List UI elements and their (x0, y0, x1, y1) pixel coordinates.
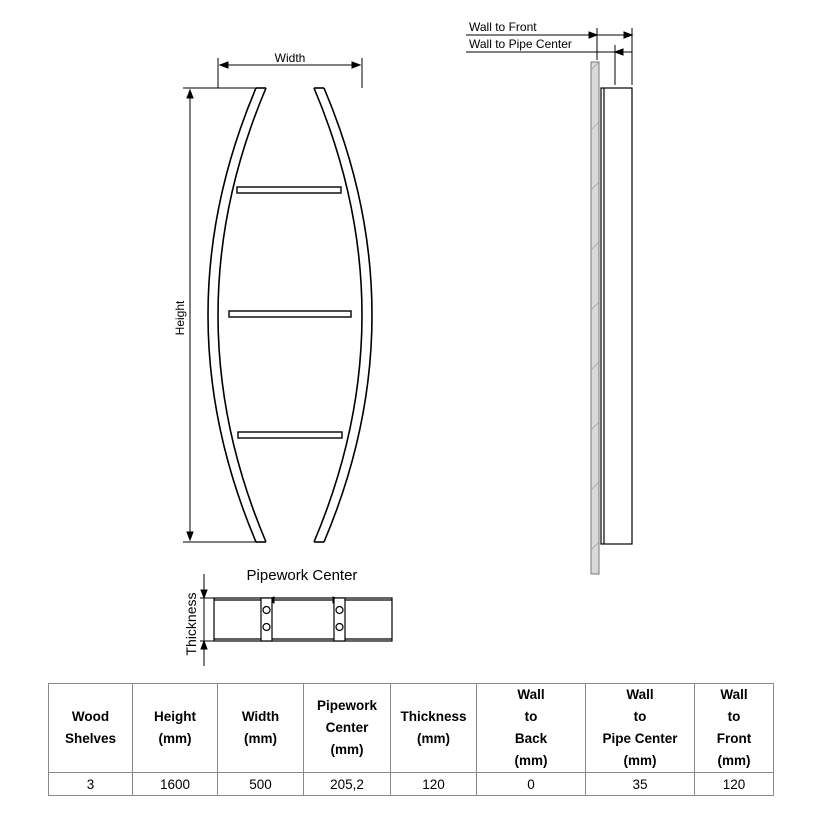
header-wall-to-back: Wall to Back (mm) (477, 684, 586, 773)
shelf-top (237, 187, 341, 193)
left-pipe-bracket (261, 598, 272, 641)
radiator-side-profile (601, 88, 632, 544)
header-thickness: Thickness (mm) (391, 684, 477, 773)
cell-thickness: 120 (391, 773, 477, 796)
height-label: Height (173, 300, 187, 336)
specification-table (48, 683, 774, 796)
cell-wall-to-back: 0 (477, 773, 586, 796)
header-width: Width (mm) (218, 684, 304, 773)
width-label: Width (274, 51, 306, 65)
wall-to-pipe-center-label: Wall to Pipe Center (469, 37, 572, 51)
thickness-label: Thickness (183, 592, 199, 656)
shelf-bottom (238, 432, 342, 438)
table-row (49, 773, 774, 796)
header-wall-to-pipe-center: Wall to Pipe Center (mm) (586, 684, 695, 773)
wood-shelves (229, 187, 351, 438)
table-header-row (49, 684, 774, 773)
cell-pipework-center: 205,2 (304, 773, 391, 796)
cell-height: 1600 (133, 773, 218, 796)
cell-width: 500 (218, 773, 304, 796)
cell-wood-shelves: 3 (49, 773, 133, 796)
pipe-connectors (261, 598, 345, 641)
right-pipe-bracket (334, 598, 345, 641)
header-wood-shelves: Wood Shelves (49, 684, 133, 773)
shelf-middle (229, 311, 351, 317)
pipework-center-label: Pipework Center (246, 567, 358, 584)
wall-to-front-label: Wall to Front (469, 20, 537, 34)
header-height: Height (mm) (133, 684, 218, 773)
top-view-body (214, 598, 392, 641)
thickness-dimension (200, 574, 214, 666)
cell-wall-to-pipe-center: 35 (586, 773, 695, 796)
header-wall-to-front: Wall to Front (mm) (695, 684, 774, 773)
wall-hatched (591, 62, 599, 574)
cell-wall-to-front: 120 (695, 773, 774, 796)
header-pipework-center: Pipework Center (mm) (304, 684, 391, 773)
